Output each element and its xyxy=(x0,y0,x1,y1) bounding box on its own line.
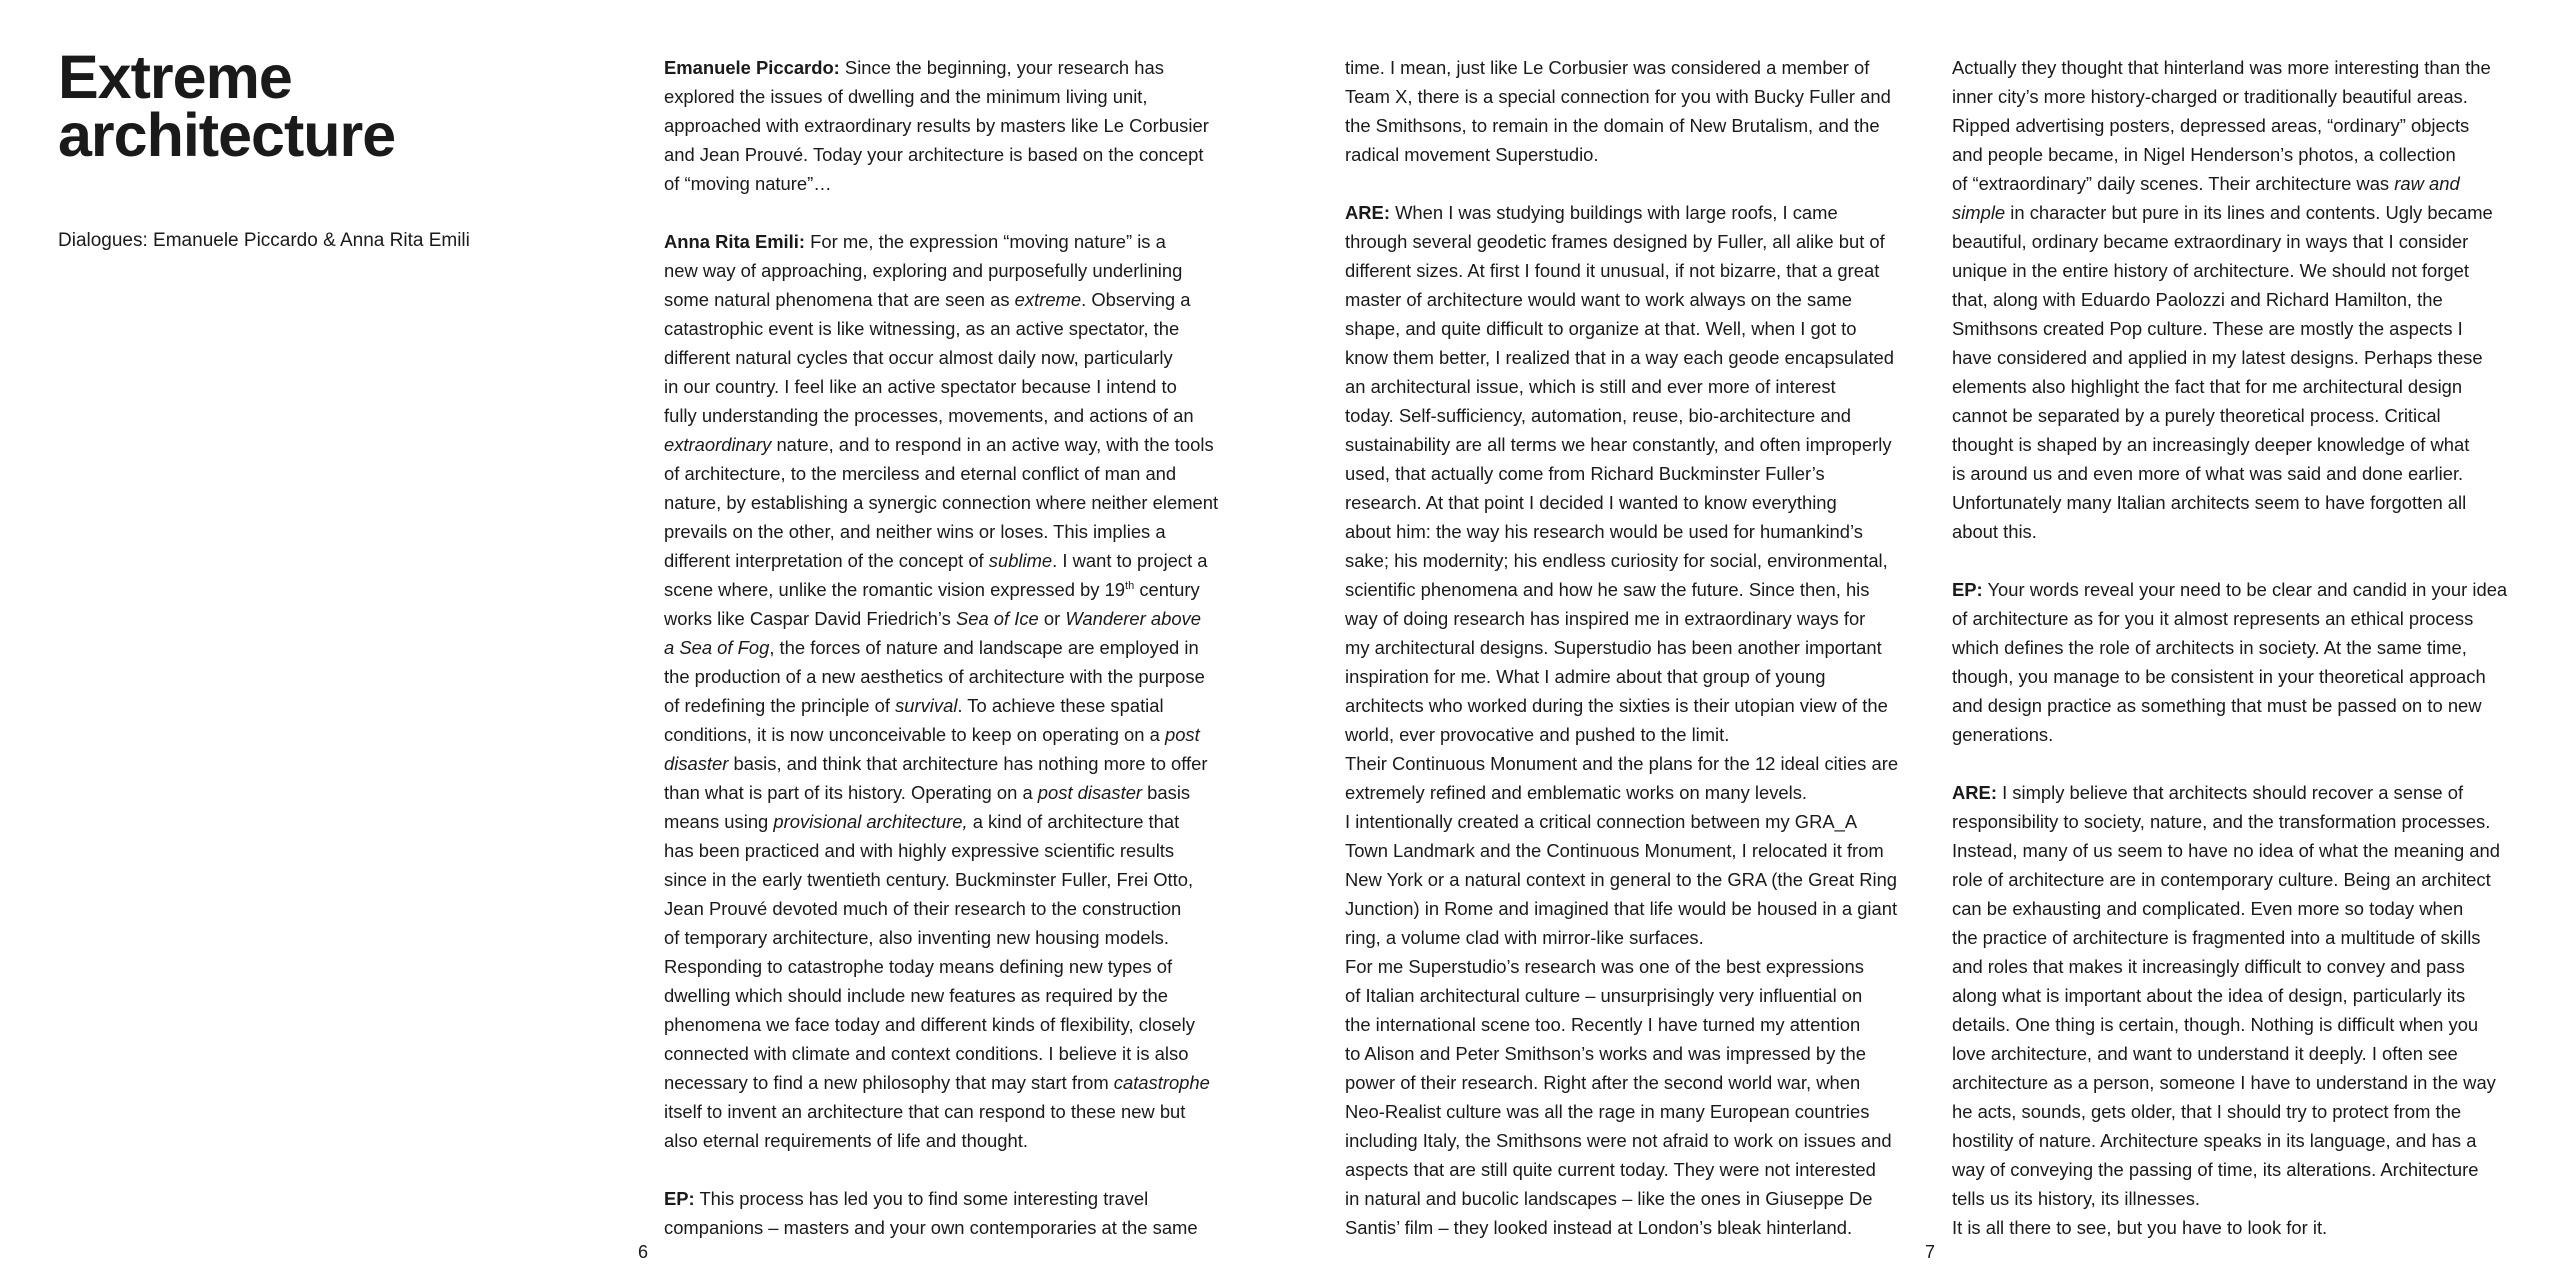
text-line: has been practiced and with highly expressive scientific results xyxy=(664,840,1175,861)
text-line: cannot be separated by a purely theoretical process. Critical xyxy=(1952,405,2441,426)
text-line: Unfortunately many Italian architects seem to have forgotten all xyxy=(1952,492,2467,513)
italic-text: post disaster xyxy=(1037,782,1143,803)
text-line: which defines the role of architects in society. At the same time, xyxy=(1952,637,2467,658)
text-line: Santis’ film – they looked instead at London’s bleak hinterland. xyxy=(1345,1217,1853,1238)
text-line: is around us and even more of what was said and done earlier. xyxy=(1952,463,2464,484)
text-line: though, you manage to be consistent in your theoretical approach xyxy=(1952,666,2486,687)
text-line: and people became, in Nigel Henderson’s photos, a collection xyxy=(1952,144,2456,165)
text-line: basis xyxy=(1142,782,1191,803)
text-line: along what is important about the idea of design, particularly its xyxy=(1952,985,2466,1006)
text-line: different interpretation of the concept of xyxy=(664,550,989,571)
italic-text: raw and xyxy=(2394,173,2460,194)
text-line: today. Self-sufficiency, automation, reuse, bio-architecture and xyxy=(1345,405,1852,426)
paragraph-ep-question-2-continued xyxy=(1345,53,1898,169)
paragraph-are-answer-2 xyxy=(1345,198,1898,1242)
text-line: generations. xyxy=(1952,724,2054,745)
page-number-left: 6 xyxy=(638,1242,649,1262)
text-line: used, that actually come from Richard Buckminster Fuller’s xyxy=(1345,463,1825,484)
text-line: an architectural issue, which is still and ever more of interest xyxy=(1345,376,1836,397)
text-line: inspiration for me. What I admire about that group of young xyxy=(1345,666,1826,687)
subtitle: Dialogues: Emanuele Piccardo & Anna Rita Emili xyxy=(58,230,470,251)
italic-text: disaster xyxy=(664,753,729,774)
text-line: sake; his modernity; his endless curiosity for social, environmental, xyxy=(1345,550,1888,571)
text-line: new way of approaching, exploring and purposefully underlining xyxy=(664,260,1183,281)
text-line: itself to invent an architecture that can respond to these new but xyxy=(664,1101,1186,1122)
text-line: and design practice as something that must be passed on to new xyxy=(1952,695,2482,716)
italic-text: sublime xyxy=(988,550,1053,571)
text-line: conditions, it is now unconceivable to keep on operating on a xyxy=(664,724,1165,745)
text-line: way of conveying the passing of time, its alterations. Architecture xyxy=(1952,1159,2479,1180)
text-line: than what is part of its history. Operating on a xyxy=(664,782,1038,803)
text-line: of “extraordinary” daily scenes. Their architecture was xyxy=(1952,173,2395,194)
text-line: the production of a new aesthetics of architecture with the purpose xyxy=(664,666,1205,687)
text-line: or xyxy=(1038,608,1066,629)
interview-column-2 xyxy=(1345,53,1898,1242)
italic-text: Wanderer above xyxy=(1065,608,1201,629)
text-line: prevails on the other, and neither wins or loses. This implies a xyxy=(664,521,1166,542)
text-line: aspects that are still quite current today. They were not interested xyxy=(1345,1159,1876,1180)
text-line: extremely refined and emblematic works on many levels. xyxy=(1345,782,1808,803)
text-line: Jean Prouvé devoted much of their research to the construction xyxy=(664,898,1182,919)
text-line: Smithsons created Pop culture. These are mostly the aspects I xyxy=(1952,318,2463,339)
text-line: necessary to find a new philosophy that may start from xyxy=(664,1072,1114,1093)
text-line: I intentionally created a critical connection between my GRA_A xyxy=(1345,811,1858,832)
text-line: since in the early twentieth century. Buckminster Fuller, Frei Otto, xyxy=(664,869,1194,890)
text-line: Since the beginning, your research has xyxy=(839,57,1164,78)
text-line: scientific phenomena and how he saw the future. Since then, his xyxy=(1345,579,1870,600)
text-line: hostility of nature. Architecture speaks in its language, and has a xyxy=(1952,1130,2477,1151)
paragraph-are-answer-2-continued xyxy=(1952,53,2507,546)
italic-text: extreme xyxy=(1014,289,1082,310)
text-line: role of architecture are in contemporary culture. Being an architect xyxy=(1952,869,2491,890)
text-line: When I was studying buildings with large roofs, I came xyxy=(1389,202,1838,223)
text-line: of redefining the principle of xyxy=(664,695,896,716)
text-line: It is all there to see, but you have to look for it. xyxy=(1952,1217,2328,1238)
text-line: that, along with Eduardo Paolozzi and Richard Hamilton, the xyxy=(1952,289,2443,310)
text-line: different sizes. At first I found it unusual, if not bizarre, that a great xyxy=(1345,260,1880,281)
text-line: different natural cycles that occur almost daily now, particularly xyxy=(664,347,1173,368)
speaker-label: ARE: xyxy=(1345,202,1390,223)
text-line: Ripped advertising posters, depressed areas, “ordinary” objects xyxy=(1952,115,2470,136)
text-line: century xyxy=(1134,579,1200,600)
text-line: beautiful, ordinary became extraordinary in ways that I consider xyxy=(1952,231,2469,252)
text-line: architecture as a person, someone I have to understand in the way xyxy=(1952,1072,2496,1093)
text-line: Instead, many of us seem to have no idea of what the meaning and xyxy=(1952,840,2500,861)
text-line: of temporary architecture, also inventing new housing models. xyxy=(664,927,1169,948)
text-line: Your words reveal your need to be clear and candid in your idea xyxy=(1982,579,2508,600)
speaker-label: EP: xyxy=(664,1188,695,1209)
text-line: Responding to catastrophe today means defining new types of xyxy=(664,956,1173,977)
text-line: details. One thing is certain, though. Nothing is difficult when you xyxy=(1952,1014,2479,1035)
text-line: tells us its history, its illnesses. xyxy=(1952,1188,2201,1209)
text-line: power of their research. Right after the second world war, when xyxy=(1345,1072,1861,1093)
text-line: responsibility to society, nature, and the transformation processes. xyxy=(1952,811,2491,832)
text-line: about him: the way his research would be used for humankind’s xyxy=(1345,521,1863,542)
italic-text: post xyxy=(1164,724,1200,745)
text-line: including Italy, the Smithsons were not afraid to work on issues and xyxy=(1345,1130,1892,1151)
speaker-label: ARE: xyxy=(1952,782,1997,803)
text-line: phenomena we face today and different kinds of flexibility, closely xyxy=(664,1014,1195,1035)
paragraph-are-answer-1 xyxy=(664,227,1218,1155)
text-line: ring, a volume clad with mirror-like surfaces. xyxy=(1345,927,1704,948)
paragraph-are-answer-3 xyxy=(1952,778,2507,1242)
text-line: New York or a natural context in general to the GRA (the Great Ring xyxy=(1345,869,1898,890)
text-line: Team X, there is a special connection for you with Bucky Fuller and xyxy=(1345,86,1891,107)
text-line: research. At that point I decided I wanted to know everything xyxy=(1345,492,1837,513)
text-line: radical movement Superstudio. xyxy=(1345,144,1599,165)
text-line: nature, and to respond in an active way, with the tools xyxy=(771,434,1214,455)
interview-column-3 xyxy=(1952,53,2507,1242)
superscript-text: th xyxy=(1125,579,1135,592)
italic-text: survival xyxy=(895,695,958,716)
text-line: also eternal requirements of life and thought. xyxy=(664,1130,1028,1151)
text-line: to Alison and Peter Smithson’s works and was impressed by the xyxy=(1345,1043,1866,1064)
text-line: Neo-Realist culture was all the rage in many European countries xyxy=(1345,1101,1870,1122)
text-line: Town Landmark and the Continuous Monument, I relocated it from xyxy=(1345,840,1884,861)
text-line: I simply believe that architects should recover a sense of xyxy=(1996,782,2464,803)
text-line: Actually they thought that hinterland was more interesting than the xyxy=(1952,57,2491,78)
text-line: of architecture as for you it almost represents an ethical process xyxy=(1952,608,2474,629)
speaker-label: EP: xyxy=(1952,579,1983,600)
text-line: scene where, unlike the romantic vision expressed by 19 xyxy=(664,579,1126,600)
text-line: have considered and applied in my latest designs. Perhaps these xyxy=(1952,347,2483,368)
text-line: connected with climate and context conditions. I believe it is also xyxy=(664,1043,1189,1064)
text-line: fully understanding the processes, movements, and actions of an xyxy=(664,405,1194,426)
text-line: in character but pure in its lines and contents. Ugly became xyxy=(2005,202,2493,223)
text-line: architects who worked during the sixties is their utopian view of the xyxy=(1345,695,1888,716)
text-line: inner city’s more history-charged or traditionally beautiful areas. xyxy=(1952,86,2468,107)
text-line: nature, by establishing a synergic connection where neither element xyxy=(664,492,1219,513)
speaker-label: Emanuele Piccardo: xyxy=(664,57,840,78)
text-line: . I want to project a xyxy=(1052,550,1208,571)
text-line: unique in the entire history of architecture. We should not forget xyxy=(1952,260,2469,281)
text-line: in natural and bucolic landscapes – like the ones in Giuseppe De xyxy=(1345,1188,1873,1209)
italic-text: a Sea of Fog xyxy=(664,637,770,658)
text-line: dwelling which should include new features as required by the xyxy=(664,985,1169,1006)
text-line: the Smithsons, to remain in the domain of New Brutalism, and the xyxy=(1345,115,1880,136)
text-line: he acts, sounds, gets older, that I should try to protect from the xyxy=(1952,1101,2462,1122)
italic-text: catastrophe xyxy=(1113,1072,1210,1093)
text-line: explored the issues of dwelling and the minimum living unit, xyxy=(664,86,1148,107)
text-line: time. I mean, just like Le Corbusier was considered a member of xyxy=(1345,57,1870,78)
text-line: Junction) in Rome and imagined that life would be housed in a giant xyxy=(1345,898,1898,919)
text-line: through several geodetic frames designed by Fuller, all alike but of xyxy=(1345,231,1885,252)
text-line: works like Caspar David Friedrich’s xyxy=(664,608,956,629)
text-line: , the forces of nature and landscape are employed in xyxy=(769,637,1199,658)
italic-text: simple xyxy=(1952,202,2006,223)
text-line: shape, and quite difficult to organize at that. Well, when I got to xyxy=(1345,318,1857,339)
text-line: For me, the expression “moving nature” is a xyxy=(805,231,1166,252)
text-line: way of doing research has inspired me in extraordinary ways for xyxy=(1345,608,1866,629)
text-line: the international scene too. Recently I have turned my attention xyxy=(1345,1014,1861,1035)
text-line: and roles that makes it increasingly difficult to convey and pass xyxy=(1952,956,2465,977)
text-line: means using xyxy=(664,811,774,832)
text-line: elements also highlight the fact that for me architectural design xyxy=(1952,376,2463,397)
text-line: catastrophic event is like witnessing, as an active spectator, the xyxy=(664,318,1180,339)
text-line: This process has led you to find some interesting travel xyxy=(694,1188,1149,1209)
text-line: about this. xyxy=(1952,521,2037,542)
paragraph-ep-question-2 xyxy=(664,1184,1218,1242)
text-line: in our country. I feel like an active spectator because I intend to xyxy=(664,376,1177,397)
text-line: of Italian architectural culture – unsurprisingly very influential on xyxy=(1345,985,1863,1006)
text-line: know them better, I realized that in a way each geode encapsulated xyxy=(1345,347,1895,368)
text-line: companions – masters and your own contemporaries at the same xyxy=(664,1217,1198,1238)
text-line: can be exhausting and complicated. Even more so today when xyxy=(1952,898,2464,919)
text-line: thought is shaped by an increasingly deeper knowledge of what xyxy=(1952,434,2470,455)
text-line: master of architecture would want to work always on the same xyxy=(1345,289,1852,310)
text-line: of “moving nature”… xyxy=(664,173,832,194)
paragraph-ep-question-3 xyxy=(1952,575,2507,749)
text-line: Their Continuous Monument and the plans for the 12 ideal cities are xyxy=(1345,753,1899,774)
text-line: approached with extraordinary results by masters like Le Corbusier xyxy=(664,115,1209,136)
text-line: love architecture, and want to understand it deeply. I often see xyxy=(1952,1043,2458,1064)
page-number-right: 7 xyxy=(1925,1242,1936,1262)
paragraph-ep-question-1 xyxy=(664,53,1218,198)
text-line: sustainability are all terms we hear constantly, and often improperly xyxy=(1345,434,1892,455)
text-line: . To achieve these spatial xyxy=(957,695,1164,716)
speaker-label: Anna Rita Emili: xyxy=(664,231,806,252)
text-line: and Jean Prouvé. Today your architecture is based on the concept xyxy=(664,144,1204,165)
italic-text: provisional architecture, xyxy=(773,811,968,832)
interview-column-1 xyxy=(664,53,1218,1242)
text-line: For me Superstudio’s research was one of the best expressions xyxy=(1345,956,1864,977)
text-line: my architectural designs. Superstudio has been another important xyxy=(1345,637,1882,658)
text-line: basis, and think that architecture has nothing more to offer xyxy=(728,753,1208,774)
italic-text: Sea of Ice xyxy=(955,608,1039,629)
text-line: some natural phenomena that are seen as xyxy=(664,289,1015,310)
page-title: Extreme architecture xyxy=(58,43,396,169)
text-line: . Observing a xyxy=(1081,289,1191,310)
text-line: world, ever provocative and pushed to the limit. xyxy=(1345,724,1730,745)
text-line: a kind of architecture that xyxy=(967,811,1180,832)
text-line: of architecture, to the merciless and eternal conflict of man and xyxy=(664,463,1177,484)
italic-text: extraordinary xyxy=(664,434,772,455)
text-line: the practice of architecture is fragmented into a multitude of skills xyxy=(1952,927,2481,948)
